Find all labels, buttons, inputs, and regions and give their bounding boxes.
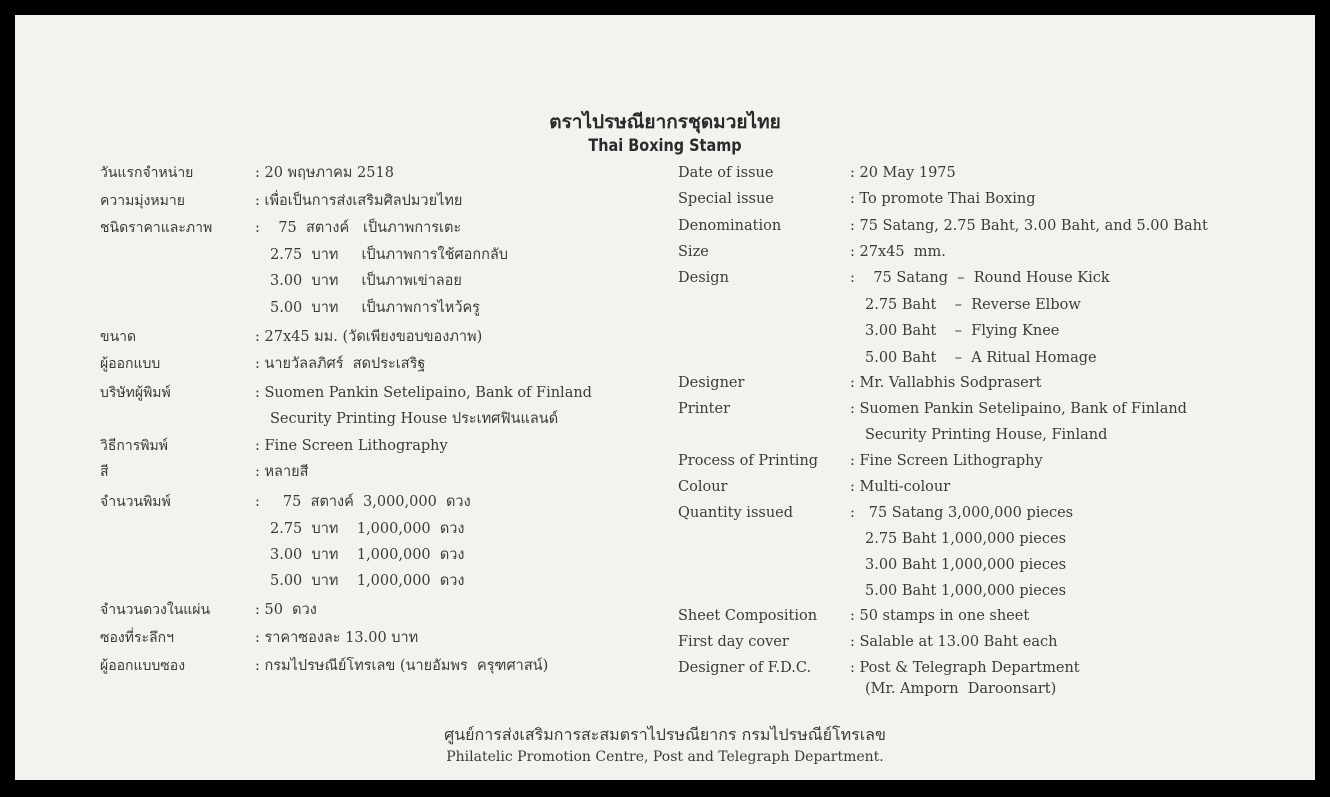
right-label: Printer (678, 401, 731, 417)
right-label: Special issue (678, 191, 774, 207)
right-value: 5.00 Baht 1,000,000 pieces (865, 583, 1067, 599)
right-value: 5.00 Baht – A Ritual Homage (865, 350, 1097, 366)
left-label: บริษัทผู้พิมพ์ (100, 385, 171, 401)
left-value: : 27x45 มม. (วัดเพียงขอบของภาพ) (255, 329, 483, 345)
left-value: : Fine Screen Lithography (255, 438, 448, 454)
right-value: : Salable at 13.00 Baht each (850, 634, 1058, 650)
right-value: : 50 stamps in one sheet (850, 608, 1030, 624)
left-label: ความมุ่งหมาย (100, 193, 185, 209)
right-value: : Multi-colour (850, 479, 951, 495)
right-value: 3.00 Baht – Flying Knee (865, 323, 1060, 339)
left-value: : 50 ดวง (255, 602, 317, 618)
left-value: Security Printing House ประเทศฟินแลนด์ (270, 411, 559, 427)
left-label: วิธีการพิมพ์ (100, 438, 168, 454)
right-value: 2.75 Baht – Reverse Elbow (865, 297, 1081, 313)
right-value: : Mr. Vallabhis Sodprasert (850, 375, 1042, 391)
right-label: Design (678, 270, 729, 286)
left-label: ผู้ออกแบบ (100, 356, 161, 372)
left-value: 5.00 บาท 1,000,000 ดวง (270, 573, 465, 589)
right-label: Quantity issued (678, 505, 794, 521)
left-value: 3.00 บาท 1,000,000 ดวง (270, 547, 465, 563)
right-label: Date of issue (678, 165, 774, 181)
left-label: ผู้ออกแบบซอง (100, 658, 186, 674)
right-value: : 75 Satang 3,000,000 pieces (850, 505, 1074, 521)
left-value: : Suomen Pankin Setelipaino, Bank of Finland (255, 385, 592, 401)
left-label: จำนวนพิมพ์ (100, 494, 171, 510)
left-label: วันแรกจำหน่าย (100, 165, 194, 181)
right-value: 2.75 Baht 1,000,000 pieces (865, 531, 1067, 547)
right-value: : To promote Thai Boxing (850, 191, 1036, 207)
right-value: Security Printing House, Finland (865, 427, 1108, 443)
title-thai: ตราไปรษณียากรชุดมวยไทย (549, 111, 781, 133)
left-value: 2.75 บาท 1,000,000 ดวง (270, 521, 465, 537)
left-label: ชนิดราคาและภาพ (100, 220, 213, 236)
right-label: Process of Printing (678, 453, 819, 469)
left-value: : 20 พฤษภาคม 2518 (255, 165, 394, 181)
right-value: : 27x45 mm. (850, 244, 946, 260)
right-label: Sheet Composition (678, 608, 818, 624)
left-value: : 75 สตางค์ 3,000,000 ดวง (255, 494, 471, 510)
left-value: : เพื่อเป็นการส่งเสริมศิลปมวยไทย (255, 193, 463, 209)
stamp-info-card (15, 15, 1315, 780)
right-value: : 75 Satang, 2.75 Baht, 3.00 Baht, and 5.00 Baht (850, 218, 1208, 234)
footer-thai: ศูนย์การส่งเสริมการสะสมตราไปรษณียากร กรมไปรษณีย์โทรเลข (444, 725, 886, 744)
left-label: จำนวนดวงในแผ่น (100, 602, 211, 618)
footer-english: Philatelic Promotion Centre, Post and Telegraph Department. (446, 749, 884, 765)
right-value: (Mr. Amporn Daroonsart) (865, 681, 1057, 697)
left-label: ซองที่ระลึกฯ (100, 630, 174, 646)
left-value: : 75 สตางค์ เป็นภาพการเตะ (255, 220, 462, 236)
right-value: 3.00 Baht 1,000,000 pieces (865, 557, 1067, 573)
left-value: : นายวัลลภิศร์ สดประเสริฐ (255, 356, 426, 372)
right-value: : 75 Satang – Round House Kick (850, 270, 1110, 286)
right-label: Denomination (678, 218, 782, 234)
right-value: : Suomen Pankin Setelipaino, Bank of Finland (850, 401, 1187, 417)
right-value: : Post & Telegraph Department (850, 660, 1080, 676)
right-value: : Fine Screen Lithography (850, 453, 1043, 469)
right-label: Colour (678, 479, 728, 495)
right-label: Designer of F.D.C. (678, 660, 812, 676)
right-label: Size (678, 244, 709, 260)
left-value: : ราคาซองละ 13.00 บาท (255, 630, 419, 646)
title-english: Thai Boxing Stamp (588, 136, 742, 156)
right-label: First day cover (678, 634, 789, 650)
right-label: Designer (678, 375, 745, 391)
right-value: : 20 May 1975 (850, 165, 956, 181)
left-value: 5.00 บาท เป็นภาพการไหว้ครู (270, 300, 480, 316)
left-label: สี (100, 464, 109, 480)
left-value: : กรมไปรษณีย์โทรเลข (นายอัมพร ครุฑศาสน์) (255, 658, 549, 674)
left-value: 2.75 บาท เป็นภาพการใช้ศอกกลับ (270, 247, 508, 263)
left-label: ขนาด (100, 329, 137, 345)
left-value: : หลายสี (255, 464, 309, 480)
left-value: 3.00 บาท เป็นภาพเข่าลอย (270, 273, 462, 289)
